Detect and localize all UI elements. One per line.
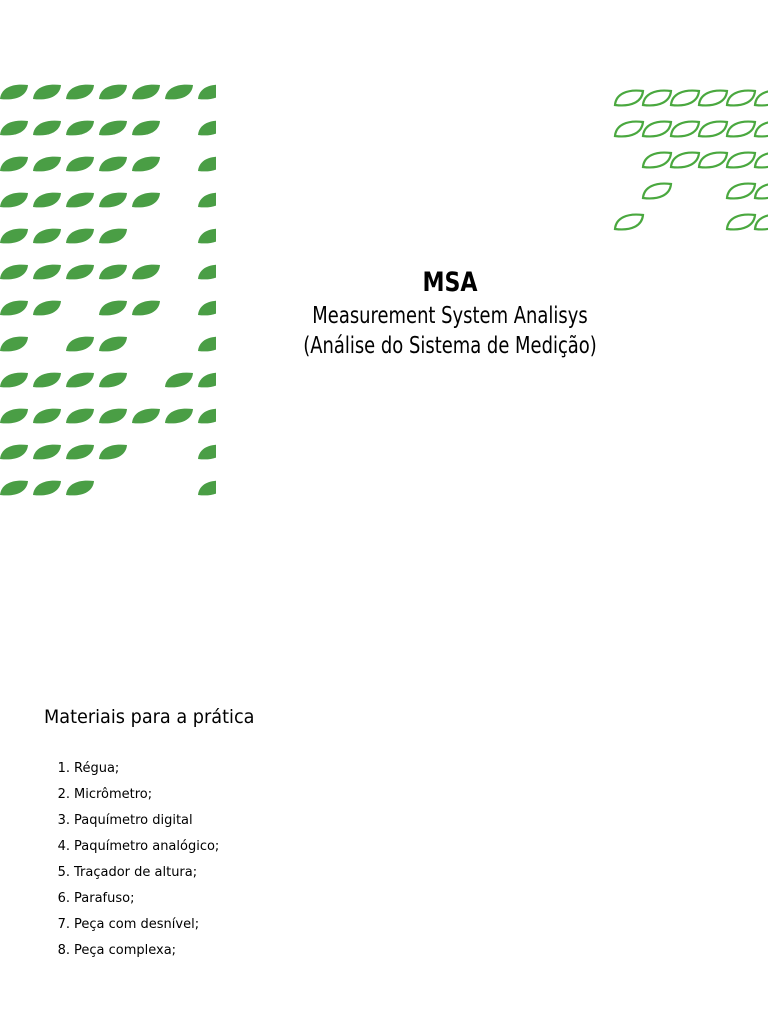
list-item-number: 5. (57, 865, 70, 880)
leaf-shape (0, 337, 28, 352)
leaf-shape (99, 337, 127, 352)
leaf-shape (66, 445, 94, 460)
leaf-shape (132, 157, 160, 172)
leaf-shape (132, 409, 160, 424)
leaf-shape (99, 193, 127, 208)
leaf-shape (165, 85, 193, 100)
leaf-shape (198, 85, 216, 100)
list-item-label: Traçador de altura; (74, 865, 198, 880)
leaf-shape (0, 409, 28, 424)
title-slide (0, 80, 768, 514)
leaf-shape (99, 85, 127, 100)
list-item (44, 912, 644, 938)
leaf-shape (755, 91, 768, 106)
leaf-shape (99, 229, 127, 244)
leaf-shape (132, 121, 160, 136)
leaf-shape (755, 215, 768, 230)
materials-heading: Materiais para a prática (44, 706, 255, 728)
leaf-shape (198, 265, 216, 280)
leaf-shape (198, 409, 216, 424)
list-item (44, 938, 644, 964)
leaf-shape (198, 481, 216, 496)
leaf-shape (198, 301, 216, 316)
leaf-pattern-outline (612, 80, 768, 245)
leaf-shape (671, 91, 699, 106)
leaf-shape (615, 215, 643, 230)
leaf-shape (727, 215, 755, 230)
leaf-shape (99, 445, 127, 460)
leaf-shape (615, 91, 643, 106)
title-block (250, 265, 650, 361)
leaf-shape (66, 373, 94, 388)
leaf-shape (33, 85, 61, 100)
leaf-shape (699, 91, 727, 106)
leaf-shape (0, 85, 28, 100)
leaf-shape (198, 121, 216, 136)
leaf-shape (33, 409, 61, 424)
leaf-shape (727, 122, 755, 137)
leaf-shape (198, 157, 216, 172)
leaf-shape (99, 157, 127, 172)
leaf-shape (33, 229, 61, 244)
leaf-shape (33, 481, 61, 496)
leaf-shape (198, 445, 216, 460)
list-item-number: 3. (57, 813, 70, 828)
slide-subtitle-line1: Measurement System Analisys (312, 303, 588, 329)
list-item-label: Peça com desnível; (74, 917, 200, 932)
leaf-shape (33, 301, 61, 316)
leaf-shape (643, 91, 671, 106)
leaf-shape (66, 121, 94, 136)
leaf-shape (66, 409, 94, 424)
leaf-shape (165, 409, 193, 424)
list-item-number: 7. (57, 917, 70, 932)
list-item-label: Parafuso; (74, 891, 135, 906)
leaf-pattern-filled-graphic (0, 80, 216, 514)
leaf-shape (66, 337, 94, 352)
leaf-shape (0, 193, 28, 208)
list-item-number: 4. (57, 839, 70, 854)
leaf-shape (66, 85, 94, 100)
leaf-shape (33, 193, 61, 208)
leaf-shape (66, 265, 94, 280)
leaf-shape (755, 153, 768, 168)
leaf-shape (33, 157, 61, 172)
list-item-number: 1. (57, 761, 70, 776)
list-item-number: 8. (57, 943, 70, 958)
leaf-shape (727, 91, 755, 106)
leaf-shape (33, 445, 61, 460)
leaf-shape (99, 409, 127, 424)
leaf-shape (99, 301, 127, 316)
list-item-number: 2. (57, 787, 70, 802)
leaf-shape (0, 121, 28, 136)
leaf-shape (0, 301, 28, 316)
leaf-pattern-filled (0, 80, 216, 514)
leaf-pattern-outline-graphic (612, 80, 768, 245)
leaf-shape (132, 193, 160, 208)
leaf-shape (727, 153, 755, 168)
list-item-number: 6. (57, 891, 70, 906)
list-item-label: Paquímetro analógico; (74, 839, 220, 854)
leaf-shape (33, 265, 61, 280)
leaf-shape (0, 265, 28, 280)
leaf-shape (132, 265, 160, 280)
materials-section (44, 706, 644, 964)
leaf-shape (643, 122, 671, 137)
list-item (44, 886, 644, 912)
list-item-label: Peça complexa; (74, 943, 177, 958)
leaf-shape (66, 229, 94, 244)
leaf-shape (0, 157, 28, 172)
leaf-shape (671, 153, 699, 168)
list-item-label: Paquímetro digital (74, 813, 193, 828)
leaf-shape (132, 85, 160, 100)
list-item (44, 834, 644, 860)
leaf-shape (198, 373, 216, 388)
slide-title: MSA (422, 267, 478, 298)
leaf-shape (615, 122, 643, 137)
leaf-shape (699, 153, 727, 168)
leaf-shape (198, 193, 216, 208)
leaf-shape (99, 373, 127, 388)
leaf-shape (0, 445, 28, 460)
list-item (44, 782, 644, 808)
slide-subtitle-line2: (Análise do Sistema de Medição) (303, 333, 597, 359)
leaf-shape (66, 157, 94, 172)
materials-list (44, 756, 644, 964)
leaf-shape (671, 122, 699, 137)
leaf-shape (66, 481, 94, 496)
list-item (44, 860, 644, 886)
leaf-shape (132, 301, 160, 316)
leaf-shape (165, 373, 193, 388)
list-item (44, 808, 644, 834)
leaf-shape (755, 122, 768, 137)
leaf-shape (0, 373, 28, 388)
leaf-shape (66, 193, 94, 208)
leaf-shape (755, 184, 768, 199)
list-item (44, 756, 644, 782)
leaf-shape (0, 481, 28, 496)
leaf-shape (99, 121, 127, 136)
leaf-shape (99, 265, 127, 280)
leaf-shape (643, 184, 671, 199)
leaf-shape (643, 153, 671, 168)
leaf-shape (727, 184, 755, 199)
leaf-shape (699, 122, 727, 137)
leaf-shape (198, 337, 216, 352)
list-item-label: Régua; (74, 761, 120, 776)
leaf-shape (33, 373, 61, 388)
leaf-shape (33, 121, 61, 136)
list-item-label: Micrômetro; (74, 787, 153, 802)
leaf-shape (0, 229, 28, 244)
leaf-shape (198, 229, 216, 244)
